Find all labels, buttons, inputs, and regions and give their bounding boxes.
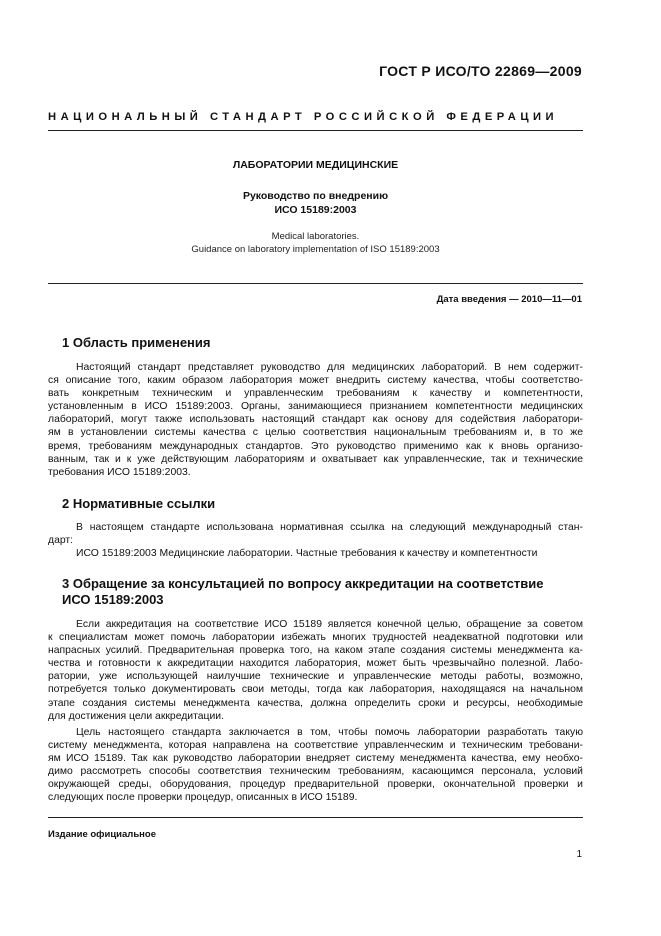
text-line: ратории, уже использующей наилучшие технические и управленческие методы работы, возможно,	[48, 671, 583, 683]
document-title: ЛАБОРАТОРИИ МЕДИЦИНСКИЕ	[232, 159, 399, 171]
text-line: напрасных усилий. Предварительная проверка того, на каком этапе создания системы менеджмента ка-	[48, 645, 583, 657]
national-standard-banner: НАЦИОНАЛЬНЫЙ СТАНДАРТ РОССИЙСКОЙ ФЕДЕРАЦИИ	[48, 111, 559, 123]
subtitle-line-1: Руководство по внедрению	[242, 190, 389, 202]
section-3-heading	[62, 576, 583, 608]
section-1-paragraph	[48, 361, 583, 479]
text-line: к специалистам может помочь лаборатории избежать многих трудностей неадекватной подготовки или	[48, 632, 583, 644]
text-line: потребуется только документировать свои методы, тогда как лаборатория, находящаяся на начальном	[48, 684, 583, 696]
text-line: В настоящем стандарте использована нормативная ссылка на следующий международный стан-	[76, 522, 583, 533]
text-line: требования ИСО 15189:2003.	[48, 466, 191, 478]
text-line: для достижения цели аккредитации.	[48, 710, 224, 722]
subtitle-line-2: ИСО 15189:2003	[274, 204, 357, 216]
text-line: следующих после проверки процедур, описанных в ИСО 15189.	[48, 792, 358, 804]
title-divider	[48, 283, 583, 284]
section-3-paragraph-2	[48, 726, 583, 805]
text-line: установленным в ИСО 15189:2003. Органы, занимающиеся признанием компетентности медицинских	[48, 401, 583, 413]
english-title-line-2: Guidance on laboratory implementation of ISO 15189:2003	[191, 243, 440, 255]
text-line: лабораторий, могут также использовать настоящий стандарт как основу для содействия лаборатори-	[48, 414, 583, 426]
section-1-heading: 1 Область применения	[62, 335, 211, 350]
section-3-paragraph-1	[48, 618, 583, 723]
text-line: дарт:	[48, 535, 74, 547]
text-line: чества и готовности к аккредитации находится лаборатория, может быть чрезвычайно полезной. Лабо-	[48, 658, 583, 670]
text-line: ям ИСО 15189. Так как руководство лаборатории внедряет систему менеджмента качества, ему необхо-	[48, 753, 583, 765]
english-title-line-1: Medical laboratories.	[271, 231, 360, 242]
official-edition-note: Издание официальное	[48, 829, 156, 840]
text-line: ванным, так и к уже действующим лабораториям и охватывает как управленческие, так и технические	[48, 453, 583, 465]
section-3-heading-line-2: ИСО 15189:2003	[62, 592, 164, 607]
text-line: Если аккредитация на соответствие ИСО 15189 является конечной целью, обращение за советом	[76, 619, 583, 630]
text-line: димо рассмотреть способы соответствия техническим требованиям, касающимся персонала, условий	[48, 766, 583, 778]
header-divider	[48, 130, 583, 131]
document-subtitle	[48, 189, 583, 217]
text-line: ям в установлении системы качества с целью соответствия национальным требованиям и, в то же	[48, 427, 583, 439]
text-line: окружающей среды, оборудования, процедур предварительной проверки, окончательной проверки и	[48, 779, 583, 791]
text-line: ся описание того, каким образом лаборатория может внедрить систему качества, чтобы соответство-	[48, 375, 583, 387]
introduction-date: Дата введения — 2010—11—01	[436, 294, 582, 305]
text-line: Цель настоящего стандарта заключается в том, чтобы помочь лаборатории разработать такую	[76, 727, 583, 738]
document-code: ГОСТ Р ИСО/ТО 22869—2009	[379, 63, 582, 79]
section-2-heading: 2 Нормативные ссылки	[62, 496, 216, 511]
text-line: систему менеджмента, которая направлена на соответствие управленческим и техническим требовани-	[48, 740, 583, 752]
english-title	[48, 231, 583, 256]
text-line: Настоящий стандарт представляет руководство для медицинских лабораторий. В нем содержит-	[76, 362, 583, 373]
text-line: вать конкретным техническим и управленческим требованиям к качеству и компетентности,	[48, 388, 583, 400]
page-number: 1	[576, 849, 582, 860]
section-3-heading-line-1: 3 Обращение за консультацией по вопросу аккредитации на соответствие	[62, 576, 544, 591]
text-line: этапе создания системы менеджмента качества, должна определить сроки и ресурсы, необходимые	[48, 697, 583, 709]
normative-reference: ИСО 15189:2003 Медицинские лаборатории. Частные требования к качеству и компетентности	[76, 548, 538, 560]
text-line: время, требованиям международных стандартов. Это руководство применимо как к вновь организо-	[48, 440, 583, 452]
section-2-paragraph	[48, 521, 583, 560]
footer-divider	[48, 817, 583, 818]
